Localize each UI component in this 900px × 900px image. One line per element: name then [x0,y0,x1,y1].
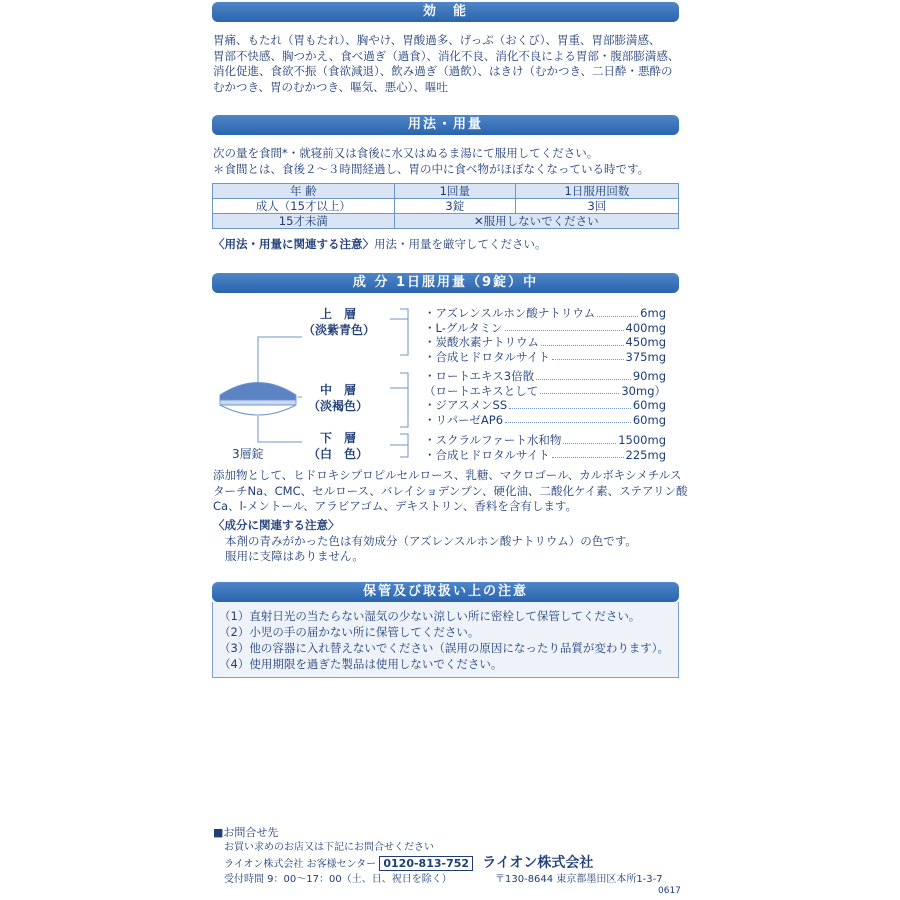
dosage-header: 用法・用量 [212,115,679,135]
storage-box [212,602,679,678]
efficacy-line: 胃部不快感、胸つかえ、食べ過ぎ（過食）、消化不良、消化不良による胃部・腹部膨満感、 [213,48,680,63]
efficacy-line: 消化促進、食欲不振（食欲減退）、飲み過ぎ（過飲）、はきけ（むかつき、二日酔・悪酔の [213,64,673,78]
storage-item: （1）直射日光の当たらない湿気の少ない涼しい所に密栓して保管してください。 [219,609,641,623]
ingredients-note-label: 〈成分に関連する注意〉 [213,518,340,532]
ingredients-note [213,518,637,565]
tablet-label: 3層錠 [232,447,264,461]
dosage-note [213,237,547,253]
additives-line: ターチNa、CMC、セルロース、バレイショデンプン、硬化油、二酸化ケイ素、ステアリン酸 [213,483,688,498]
dosage-footnote: ＊食間とは、食後２～３時間経過し、胃の中に食べ物がほぼなくなっている時です。 [213,161,650,176]
additives-text [213,468,688,515]
layer-top-ingredients [424,306,666,364]
contact-address: 〒130-8644 東京都墨田区本所1-3-7 [495,874,663,885]
ingredients-note-line: 本剤の青みがかった色は有効成分（アズレンスルホン酸ナトリウム）の色です。 [225,533,637,548]
additives-line: Ca、l-メントール、アラビアゴム、デキストリン、香料を含有します。 [213,499,577,513]
additives-line: 添加物として、ヒドロキシプロピルセルロース、乳糖、マクロゴール、カルボキシメチルス [213,468,682,482]
ingredient-row: ・合成ヒドロタルサイト 225mg [424,447,666,462]
layer-middle-name: 中 層 （淡褐色） [307,383,368,413]
dosage-table [212,183,679,229]
efficacy-line: 胃痛、もたれ（胃もたれ）、胸やけ、胃酸過多、げっぷ（おくび）、胃重、胃部膨満感、 [213,33,661,47]
table-cell: 15才未満 [213,214,395,229]
table-row [213,214,679,229]
ingredient-row: ・合成ヒドロタルサイト 375mg [424,349,666,364]
ingredient-row: ・アズレンスルホン酸ナトリウム 6mg [424,306,666,320]
efficacy-text [213,33,679,95]
tablet-icon [220,383,296,416]
ingredient-row: ・リパーゼAP6 60mg [424,412,666,427]
dosage-text [213,146,649,177]
dosage-note-text: 用法・用量を厳守してください。 [374,237,547,251]
contact-center [224,852,593,872]
contact-hours: 受付時間 9：00～17：00（土、日、祝日を除く） [224,874,452,885]
brand-name: ライオン株式会社 [482,855,594,871]
layer-bottom-ingredients [424,433,666,462]
dosage-instruction: 次の量を食間*・就寝前又は食後に水又はぬるま湯にて服用してください。 [213,146,599,160]
table-header-cell: 1回量 [394,184,515,199]
ingredients-note-line: 服用に支障はありません。 [225,549,364,563]
storage-header: 保管及び取扱い上の注意 [212,582,679,602]
efficacy-header: 効 能 [212,2,679,22]
contact-center-name: ライオン株式会社 お客様センター [224,859,377,870]
ingredient-row: （ロートエキスとして 30mg） [424,383,666,398]
table-header-cell: 1日服用回数 [515,184,678,199]
contact-line1: お買い求めのお店又は下記にお問合せください [224,842,434,853]
table-cell: 3錠 [394,199,515,214]
contact-heading: ■お問合せ先 [213,826,279,839]
product-code: 0617 [658,886,681,896]
phone-number: 0120-813-752 [379,856,473,871]
ingredient-row: ・L-グルタミン 400mg [424,320,666,335]
ingredient-row: ・炭酸水素ナトリウム 450mg [424,335,666,349]
table-cell: 3回 [515,199,678,214]
ingredient-row: ・ロートエキス3倍散 90mg [424,369,666,383]
ingredient-row: ・ジアスメンSS 60mg [424,398,666,412]
table-cell: 成人（15才以上） [213,199,395,214]
layer-top-name: 上 層 （淡紫青色） [303,307,376,337]
dosage-note-label: 〈用法・用量に関連する注意〉 [213,237,374,251]
layer-bottom-name: 下 層 （白 色） [307,431,368,461]
efficacy-line: むかつき、胃のむかつき、嘔気、悪心）、嘔吐 [213,79,448,94]
table-header-cell: 年 齢 [213,184,395,199]
storage-item: （3）他の容器に入れ替えないでください（誤用の原因になったり品質が変わります）。 [219,641,670,655]
storage-item: （4）使用期限を過ぎた製品は使用しないでください。 [219,657,503,671]
ingredient-row: ・スクラルファート水和物 1500mg [424,433,666,447]
storage-item: （2）小児の手の届かない所に保管してください。 [219,625,480,639]
table-row [213,199,679,214]
layer-middle-ingredients [424,369,666,427]
ingredients-header: 成 分 1日服用量（9錠）中 [212,273,679,293]
table-cell: ✕服用しないでください [394,214,678,229]
table-header-row [213,184,679,199]
